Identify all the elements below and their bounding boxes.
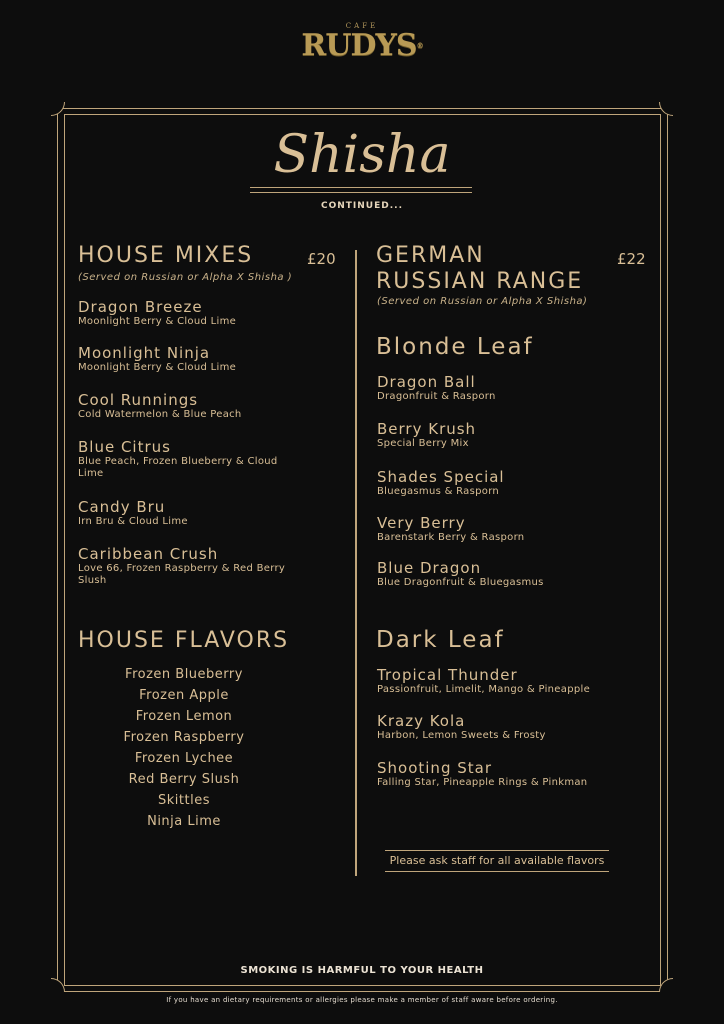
house-flavors-list (78, 664, 290, 832)
page-title: Shisha (273, 125, 451, 185)
item-name: Caribbean Crush (78, 545, 219, 563)
item-name: Krazy Kola (377, 712, 466, 730)
page-subtitle: CONTINUED... (321, 201, 403, 211)
logo-registered: ® (416, 41, 423, 50)
staff-note: Please ask staff for all available flavors (389, 854, 605, 867)
menu-item (78, 391, 308, 421)
blonde-leaf-heading: Blonde Leaf (376, 334, 534, 360)
german-range-heading-line1: GERMAN (376, 243, 485, 268)
menu-item (78, 298, 308, 328)
staff-note-rule (385, 871, 609, 872)
item-desc: Love 66, Frozen Raspberry & Red Berry Slush (78, 563, 286, 586)
item-desc: Falling Star, Pineapple Rings & Pinkman (377, 777, 588, 788)
flavor-item: Ninja Lime (147, 814, 221, 829)
flavor-item: Frozen Blueberry (125, 667, 243, 682)
title-rule (250, 187, 472, 188)
item-name: Dragon Breeze (78, 298, 203, 316)
menu-item (377, 759, 637, 789)
menu-item (78, 344, 308, 374)
german-range-note: (Served on Russian or Alpha X Shisha) (377, 296, 588, 307)
item-desc: Cold Watermelon & Blue Peach (78, 409, 242, 420)
item-name: Blue Dragon (377, 559, 482, 577)
item-desc: Special Berry Mix (377, 438, 469, 449)
menu-item (78, 545, 293, 587)
title-rule (250, 192, 472, 193)
cafe-rudys-logo (0, 22, 724, 62)
menu-item (377, 373, 607, 403)
item-desc: Irn Bru & Cloud Lime (78, 516, 188, 527)
logo-brand: RUDYS (301, 28, 417, 63)
german-range-heading-line2: RUSSIAN RANGE (376, 269, 584, 294)
menu-item (377, 559, 607, 589)
item-name: Berry Krush (377, 420, 477, 438)
house-mixes-price: £20 (307, 250, 336, 268)
german-range-price: £22 (617, 250, 646, 268)
item-name: Blue Citrus (78, 438, 171, 456)
flavor-item: Red Berry Slush (128, 772, 240, 787)
flavor-item: Skittles (158, 793, 210, 808)
item-name: Dragon Ball (377, 373, 476, 391)
item-desc: Passionfruit, Limelit, Mango & Pineapple (377, 684, 591, 695)
house-mixes-heading: HOUSE MIXES (78, 243, 254, 268)
menu-item (377, 468, 607, 498)
item-desc: Dragonfruit & Rasporn (377, 391, 496, 402)
flavor-item: Frozen Lemon (135, 709, 233, 724)
flavor-item: Frozen Apple (139, 688, 229, 703)
item-desc: Blue Peach, Frozen Blueberry & Cloud Lime (78, 456, 278, 479)
menu-item (377, 666, 637, 696)
house-mixes-note: (Served on Russian or Alpha X Shisha ) (78, 272, 293, 283)
item-name: Very Berry (377, 514, 466, 532)
house-flavors-heading: HOUSE FLAVORS (78, 628, 290, 653)
menu-item (78, 438, 293, 480)
logo-rudys-text (0, 30, 724, 62)
flavor-item: Frozen Raspberry (123, 730, 245, 745)
health-warning: SMOKING IS HARMFUL TO YOUR HEALTH (240, 965, 484, 976)
item-name: Moonlight Ninja (78, 344, 211, 362)
item-name: Shades Special (377, 468, 505, 486)
item-desc: Bluegasmus & Rasporn (377, 486, 500, 497)
logo-cafe-text: CAFE (345, 22, 379, 30)
dark-leaf-heading: Dark Leaf (376, 627, 505, 653)
menu-item (377, 712, 637, 742)
column-divider (355, 250, 357, 876)
item-desc: Barenstark Berry & Rasporn (377, 532, 525, 543)
item-desc: Moonlight Berry & Cloud Lime (78, 316, 237, 327)
item-name: Cool Runnings (78, 391, 199, 409)
menu-item (377, 420, 607, 450)
allergy-footer: If you have an dietary requirements or allergies please make a member of staff aware before ordering. (166, 996, 558, 1004)
item-name: Shooting Star (377, 759, 492, 777)
item-desc: Moonlight Berry & Cloud Lime (78, 362, 237, 373)
menu-item (377, 514, 607, 544)
staff-note-rule (385, 850, 609, 851)
item-desc: Blue Dragonfruit & Bluegasmus (377, 577, 544, 588)
item-name: Tropical Thunder (377, 666, 518, 684)
flavor-item: Frozen Lychee (134, 751, 234, 766)
item-name: Candy Bru (78, 498, 166, 516)
menu-item (78, 498, 308, 528)
item-desc: Harbon, Lemon Sweets & Frosty (377, 730, 546, 741)
